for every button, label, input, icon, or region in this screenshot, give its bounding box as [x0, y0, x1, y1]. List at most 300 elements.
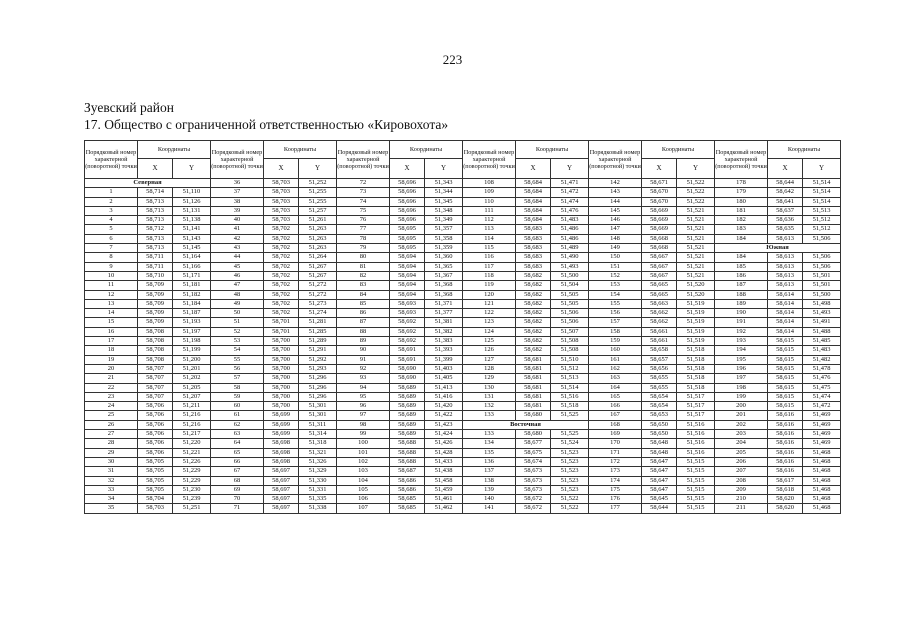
header-x: X	[264, 158, 299, 178]
coord-x: 58,673	[516, 467, 551, 476]
point-number: 48	[211, 290, 264, 299]
coord-y: 51,469	[803, 430, 841, 439]
point-number: 170	[589, 439, 642, 448]
coord-x: 58,690	[390, 374, 425, 383]
point-number: 64	[211, 439, 264, 448]
coord-x: 58,700	[264, 374, 299, 383]
point-number: 129	[463, 374, 516, 383]
coord-y: 51,141	[173, 225, 211, 234]
header-y: Y	[803, 158, 841, 178]
point-number: 176	[589, 495, 642, 504]
coord-x: 58,656	[642, 364, 677, 373]
point-number: 21	[85, 374, 138, 383]
point-number: 76	[337, 216, 390, 225]
point-number: 116	[463, 253, 516, 262]
point-number: 203	[715, 430, 768, 439]
point-number: 175	[589, 485, 642, 494]
point-number: 69	[211, 485, 264, 494]
point-number: 156	[589, 309, 642, 318]
coord-y: 51,518	[551, 402, 589, 411]
coord-y: 51,296	[299, 374, 337, 383]
point-number: 168	[589, 420, 642, 429]
coord-x: 58,694	[390, 253, 425, 262]
coord-y: 51,506	[803, 234, 841, 243]
point-number: 62	[211, 420, 264, 429]
point-number: 87	[337, 318, 390, 327]
point-number: 133	[463, 411, 516, 420]
table-row	[85, 448, 841, 457]
coord-y: 51,261	[299, 216, 337, 225]
coord-y: 51,393	[425, 346, 463, 355]
coord-y: 51,187	[173, 309, 211, 318]
coord-y: 51,357	[425, 225, 463, 234]
coord-y: 51,289	[299, 337, 337, 346]
point-number: 178	[715, 179, 768, 188]
header-y: Y	[425, 158, 463, 178]
point-number: 43	[211, 244, 264, 253]
coord-y: 51,358	[425, 234, 463, 243]
point-number: 127	[463, 355, 516, 364]
point-number: 206	[715, 457, 768, 466]
coord-y: 51,512	[803, 216, 841, 225]
header-coordinates: Координаты	[768, 141, 841, 159]
table-row	[85, 271, 841, 280]
coord-x: 58,697	[264, 504, 299, 513]
coord-y: 51,110	[173, 188, 211, 197]
point-number: 160	[589, 346, 642, 355]
coord-x: 58,613	[768, 271, 803, 280]
coord-y: 51,513	[803, 206, 841, 215]
point-number: 133	[463, 430, 516, 439]
coord-x: 58,695	[390, 225, 425, 234]
table-row	[85, 188, 841, 197]
point-number: 25	[85, 411, 138, 420]
point-number: 51	[211, 318, 264, 327]
point-number: 37	[211, 188, 264, 197]
coord-x: 58,684	[516, 216, 551, 225]
coord-y: 51,507	[551, 327, 589, 336]
coord-y: 51,490	[551, 253, 589, 262]
point-number: 167	[589, 411, 642, 420]
point-number: 151	[589, 262, 642, 271]
coord-x: 58,675	[516, 448, 551, 457]
table-row	[85, 355, 841, 364]
coord-y: 51,368	[425, 281, 463, 290]
point-number: 147	[589, 225, 642, 234]
coord-x: 58,713	[138, 206, 173, 215]
coord-y: 51,522	[677, 188, 715, 197]
coord-x: 58,686	[390, 476, 425, 485]
table-row	[85, 439, 841, 448]
coord-y: 51,226	[173, 457, 211, 466]
point-number: 68	[211, 476, 264, 485]
coord-y: 51,523	[551, 448, 589, 457]
point-number: 57	[211, 374, 264, 383]
coord-x: 58,635	[768, 225, 803, 234]
point-number: 46	[211, 271, 264, 280]
coord-y: 51,508	[551, 346, 589, 355]
coord-y: 51,518	[677, 383, 715, 392]
coord-y: 51,459	[425, 485, 463, 494]
coord-x: 58,698	[264, 457, 299, 466]
coord-x: 58,685	[390, 495, 425, 504]
coord-y: 51,476	[803, 374, 841, 383]
point-number: 208	[715, 476, 768, 485]
coord-x: 58,682	[516, 327, 551, 336]
coord-y: 51,126	[173, 197, 211, 206]
point-number: 132	[463, 402, 516, 411]
point-number: 182	[715, 216, 768, 225]
coord-x: 58,616	[768, 430, 803, 439]
header-point-index: Порядковый номер характерной (поворотной) точки	[463, 141, 516, 179]
point-number: 54	[211, 346, 264, 355]
coord-x: 58,653	[642, 411, 677, 420]
coord-x: 58,670	[642, 188, 677, 197]
coord-y: 51,164	[173, 253, 211, 262]
table-row	[85, 383, 841, 392]
coord-x: 58,615	[768, 374, 803, 383]
coord-x: 58,617	[768, 476, 803, 485]
coord-x: 58,708	[138, 327, 173, 336]
coord-y: 51,216	[173, 411, 211, 420]
coord-y: 51,471	[551, 179, 589, 188]
point-number: 204	[715, 439, 768, 448]
coord-y: 51,230	[173, 485, 211, 494]
coord-y: 51,517	[677, 392, 715, 401]
coord-x: 58,693	[390, 299, 425, 308]
coord-y: 51,263	[299, 244, 337, 253]
coord-y: 51,344	[425, 188, 463, 197]
coord-y: 51,377	[425, 309, 463, 318]
table-row	[85, 467, 841, 476]
coord-x: 58,697	[264, 485, 299, 494]
table-row	[85, 244, 841, 253]
point-number: 44	[211, 253, 264, 262]
coord-x: 58,673	[516, 485, 551, 494]
point-number: 72	[337, 179, 390, 188]
coord-y: 51,504	[551, 281, 589, 290]
coord-y: 51,403	[425, 364, 463, 373]
coord-y: 51,264	[299, 253, 337, 262]
point-number: 101	[337, 448, 390, 457]
coord-x: 58,705	[138, 476, 173, 485]
point-number: 196	[715, 364, 768, 373]
header-y: Y	[551, 158, 589, 178]
header-coordinates: Координаты	[138, 141, 211, 159]
coord-y: 51,486	[551, 234, 589, 243]
coord-x: 58,697	[264, 495, 299, 504]
point-number: 56	[211, 364, 264, 373]
coord-y: 51,491	[803, 318, 841, 327]
coord-y: 51,131	[173, 206, 211, 215]
coord-y: 51,335	[299, 495, 337, 504]
coord-x: 58,702	[264, 299, 299, 308]
coord-x: 58,689	[390, 392, 425, 401]
coord-x: 58,682	[516, 271, 551, 280]
point-number: 128	[463, 364, 516, 373]
point-number: 58	[211, 383, 264, 392]
coord-x: 58,616	[768, 467, 803, 476]
point-number: 109	[463, 188, 516, 197]
coord-x: 58,681	[516, 364, 551, 373]
coord-y: 51,202	[173, 374, 211, 383]
coord-y: 51,516	[677, 420, 715, 429]
coord-x: 58,647	[642, 467, 677, 476]
coord-x: 58,707	[138, 392, 173, 401]
coord-y: 51,522	[551, 504, 589, 513]
coord-x: 58,711	[138, 253, 173, 262]
coord-x: 58,614	[768, 299, 803, 308]
coord-x: 58,697	[264, 476, 299, 485]
coord-y: 51,514	[803, 179, 841, 188]
coord-x: 58,704	[138, 495, 173, 504]
point-number: 19	[85, 355, 138, 364]
point-number: 177	[589, 504, 642, 513]
coord-x: 58,683	[516, 262, 551, 271]
point-number: 104	[337, 476, 390, 485]
coord-x: 58,650	[642, 430, 677, 439]
point-number: 105	[337, 485, 390, 494]
header-x: X	[138, 158, 173, 178]
coord-x: 58,684	[516, 206, 551, 215]
point-number: 1	[85, 188, 138, 197]
point-number: 6	[85, 234, 138, 243]
point-number: 22	[85, 383, 138, 392]
coord-x: 58,662	[642, 309, 677, 318]
point-number: 32	[85, 476, 138, 485]
point-number: 185	[715, 262, 768, 271]
coord-y: 51,482	[803, 355, 841, 364]
coord-y: 51,472	[803, 402, 841, 411]
point-number: 211	[715, 504, 768, 513]
coord-x: 58,661	[642, 327, 677, 336]
coord-y: 51,521	[677, 206, 715, 215]
point-number: 135	[463, 448, 516, 457]
header-coordinates: Координаты	[516, 141, 589, 159]
point-number: 136	[463, 457, 516, 466]
coord-x: 58,615	[768, 402, 803, 411]
coord-y: 51,381	[425, 318, 463, 327]
coord-y: 51,522	[677, 197, 715, 206]
coord-x: 58,683	[516, 225, 551, 234]
coord-y: 51,365	[425, 262, 463, 271]
coord-y: 51,515	[677, 504, 715, 513]
point-number: 85	[337, 299, 390, 308]
coord-x: 58,683	[516, 253, 551, 262]
coord-x: 58,645	[642, 495, 677, 504]
coord-y: 51,508	[551, 337, 589, 346]
point-number: 23	[85, 392, 138, 401]
coord-x: 58,700	[264, 392, 299, 401]
coord-y: 51,478	[803, 364, 841, 373]
point-number: 99	[337, 430, 390, 439]
coord-x: 58,688	[390, 439, 425, 448]
coord-x: 58,644	[768, 179, 803, 188]
coord-y: 51,515	[677, 457, 715, 466]
point-number: 197	[715, 374, 768, 383]
coord-y: 51,485	[803, 337, 841, 346]
coord-y: 51,255	[299, 197, 337, 206]
coord-y: 51,413	[425, 383, 463, 392]
coord-x: 58,688	[390, 448, 425, 457]
coord-y: 51,383	[425, 337, 463, 346]
coord-x: 58,636	[768, 216, 803, 225]
coord-x: 58,690	[390, 364, 425, 373]
coord-y: 51,329	[299, 467, 337, 476]
coord-y: 51,525	[551, 411, 589, 420]
point-number: 27	[85, 430, 138, 439]
point-number: 149	[589, 244, 642, 253]
coord-y: 51,519	[677, 309, 715, 318]
point-number: 84	[337, 290, 390, 299]
coord-x: 58,613	[768, 253, 803, 262]
coord-x: 58,703	[264, 206, 299, 215]
coord-x: 58,707	[138, 383, 173, 392]
coord-y: 51,505	[551, 299, 589, 308]
coord-y: 51,229	[173, 467, 211, 476]
coord-y: 51,420	[425, 402, 463, 411]
coord-x: 58,683	[516, 244, 551, 253]
coord-x: 58,616	[768, 448, 803, 457]
point-number: 153	[589, 281, 642, 290]
point-number: 162	[589, 364, 642, 373]
coord-x: 58,705	[138, 457, 173, 466]
point-number: 125	[463, 337, 516, 346]
coord-y: 51,498	[803, 299, 841, 308]
point-number: 144	[589, 197, 642, 206]
header-x: X	[390, 158, 425, 178]
coord-y: 51,428	[425, 448, 463, 457]
point-number: 75	[337, 206, 390, 215]
coord-x: 58,702	[264, 262, 299, 271]
coord-x: 58,713	[138, 244, 173, 253]
coord-x: 58,686	[390, 485, 425, 494]
point-number: 66	[211, 457, 264, 466]
coord-y: 51,515	[677, 467, 715, 476]
coord-x: 58,702	[264, 225, 299, 234]
coordinates-table	[84, 140, 841, 514]
point-number: 150	[589, 253, 642, 262]
coord-y: 51,423	[425, 420, 463, 429]
point-number: 134	[463, 439, 516, 448]
point-number: 141	[463, 504, 516, 513]
coord-x: 58,682	[516, 309, 551, 318]
point-number: 142	[589, 179, 642, 188]
header-point-index: Порядковый номер характерной (поворотной) точки	[589, 141, 642, 179]
coord-y: 51,422	[425, 411, 463, 420]
point-number: 114	[463, 234, 516, 243]
coord-y: 51,274	[299, 309, 337, 318]
point-number: 92	[337, 364, 390, 373]
point-number: 96	[337, 402, 390, 411]
coord-x: 58,705	[138, 467, 173, 476]
point-number: 90	[337, 346, 390, 355]
point-number: 199	[715, 392, 768, 401]
header-coordinates: Координаты	[264, 141, 337, 159]
coord-y: 51,488	[803, 327, 841, 336]
coord-x: 58,698	[264, 439, 299, 448]
point-number: 8	[85, 253, 138, 262]
coord-y: 51,263	[299, 234, 337, 243]
coord-x: 58,692	[390, 337, 425, 346]
coord-y: 51,468	[803, 467, 841, 476]
point-number: 115	[463, 244, 516, 253]
coord-x: 58,682	[516, 318, 551, 327]
table-row	[85, 290, 841, 299]
table-row	[85, 346, 841, 355]
coord-x: 58,706	[138, 430, 173, 439]
coord-y: 51,199	[173, 346, 211, 355]
coord-y: 51,489	[551, 244, 589, 253]
point-number: 143	[589, 188, 642, 197]
coord-y: 51,193	[173, 318, 211, 327]
coord-y: 51,349	[425, 216, 463, 225]
coord-y: 51,326	[299, 457, 337, 466]
table-row	[85, 364, 841, 373]
coord-y: 51,506	[803, 253, 841, 262]
table-row	[85, 374, 841, 383]
point-number: 107	[337, 504, 390, 513]
table-row	[85, 457, 841, 466]
point-number: 158	[589, 327, 642, 336]
coord-y: 51,523	[551, 457, 589, 466]
table-row	[85, 420, 841, 429]
coord-y: 51,468	[803, 457, 841, 466]
coord-x: 58,702	[264, 309, 299, 318]
coord-x: 58,700	[264, 346, 299, 355]
point-number: 89	[337, 337, 390, 346]
coord-y: 51,239	[173, 495, 211, 504]
point-number: 13	[85, 299, 138, 308]
coord-y: 51,296	[299, 383, 337, 392]
point-number: 152	[589, 271, 642, 280]
coord-x: 58,618	[768, 485, 803, 494]
coord-x: 58,648	[642, 439, 677, 448]
coord-x: 58,696	[390, 206, 425, 215]
coord-x: 58,681	[516, 392, 551, 401]
table-row	[85, 392, 841, 401]
point-number: 154	[589, 290, 642, 299]
point-number: 209	[715, 485, 768, 494]
coord-y: 51,367	[425, 271, 463, 280]
coord-y: 51,474	[551, 197, 589, 206]
coord-x: 58,684	[516, 188, 551, 197]
point-number: 161	[589, 355, 642, 364]
coord-x: 58,701	[264, 327, 299, 336]
coord-y: 51,514	[803, 188, 841, 197]
coord-x: 58,616	[768, 420, 803, 429]
coord-y: 51,182	[173, 290, 211, 299]
point-number: 172	[589, 457, 642, 466]
coord-x: 58,615	[768, 355, 803, 364]
coord-x: 58,620	[768, 495, 803, 504]
coord-x: 58,695	[390, 234, 425, 243]
coord-y: 51,382	[425, 327, 463, 336]
point-number: 130	[463, 383, 516, 392]
coord-x: 58,702	[264, 253, 299, 262]
point-number: 190	[715, 309, 768, 318]
coord-y: 51,371	[425, 299, 463, 308]
coord-x: 58,709	[138, 290, 173, 299]
coord-y: 51,201	[173, 364, 211, 373]
coord-y: 51,520	[677, 281, 715, 290]
coord-x: 58,614	[768, 327, 803, 336]
coord-x: 58,700	[264, 364, 299, 373]
point-number: 118	[463, 271, 516, 280]
coord-x: 58,702	[264, 281, 299, 290]
coord-y: 51,345	[425, 197, 463, 206]
point-number: 93	[337, 374, 390, 383]
